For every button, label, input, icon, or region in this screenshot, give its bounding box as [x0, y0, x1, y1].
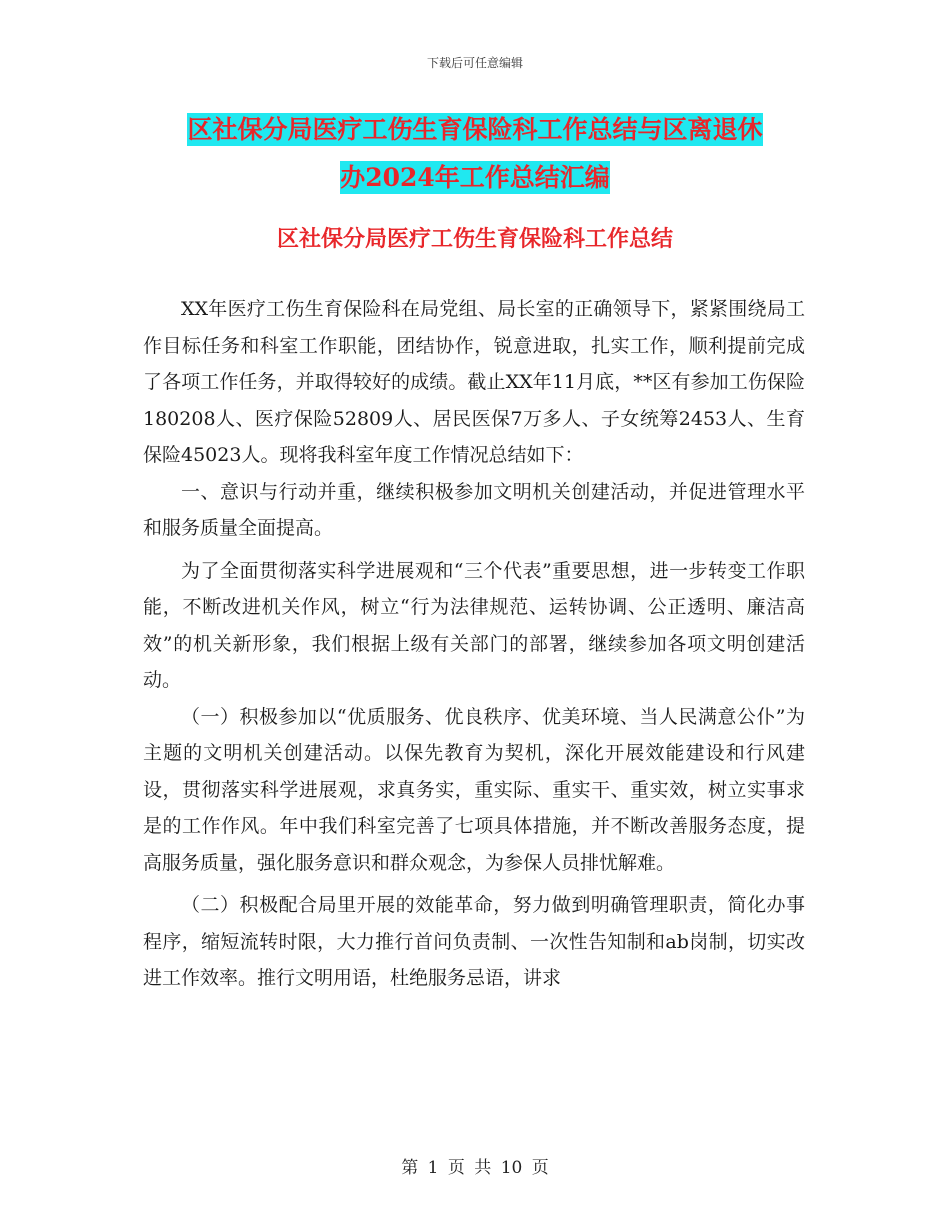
page-header-note: 下载后可任意编辑: [426, 56, 523, 70]
title-line-1: 区社保分局医疗工伤生育保险科工作总结与区离退休: [187, 115, 763, 144]
paragraph: （一）积极参加以“优质服务、优良秩序、优美环境、当人民满意公仆”为主题的文明机关创建活动。以保先教育为契机，深化开展效能建设和行风建设，贯彻落实科学进展观，求真务实，重实际、重实干、重实效，树立实事求是的工作作风。年中我们科室完善了七项具体措施，并不断改善服务态度，提高服务质量，强化服务意识和群众观念，为参保人员排忧解难。: [143, 705, 805, 874]
title-line-2: 办2024年工作总结汇编: [340, 163, 610, 192]
paragraph: （二）积极配合局里开展的效能革命，努力做到明确管理职责，简化办事程序，缩短流转时限，大力推行首问负责制、一次性告知制和ab岗制，切实改进工作效率。推行文明用语，杜绝服务忌语，讲求: [143, 894, 805, 989]
document-body: [143, 291, 805, 997]
page-number: 第 1 页 共 10 页: [401, 1158, 549, 1178]
paragraph: XX年医疗工伤生育保险科在局党组、局长室的正确领导下，紧紧围绕局工作目标任务和科室工作职能，团结协作，锐意进取，扎实工作，顺利提前完成了各项工作任务，并取得较好的成绩。截止XX年11月底，**区有参加工伤保险180208人、医疗保险52809人、居民医保7万多人、子女统筹2453人、生育保险45023人。现将我科室年度工作情况总结如下：: [143, 298, 805, 466]
section-heading: 区社保分局医疗工伤生育保险科工作总结: [276, 226, 673, 252]
paragraph: 为了全面贯彻落实科学进展观和“三个代表”重要思想，进一步转变工作职能，不断改进机关作风，树立“行为法律规范、运转协调、公正透明、廉洁高效”的机关新形象，我们根据上级有关部门的部署，继续参加各项文明创建活动。: [143, 559, 805, 691]
document-title: [150, 106, 800, 202]
paragraph: 一、意识与行动并重，继续积极参加文明机关创建活动，并促进管理水平和服务质量全面提高。: [143, 480, 805, 539]
